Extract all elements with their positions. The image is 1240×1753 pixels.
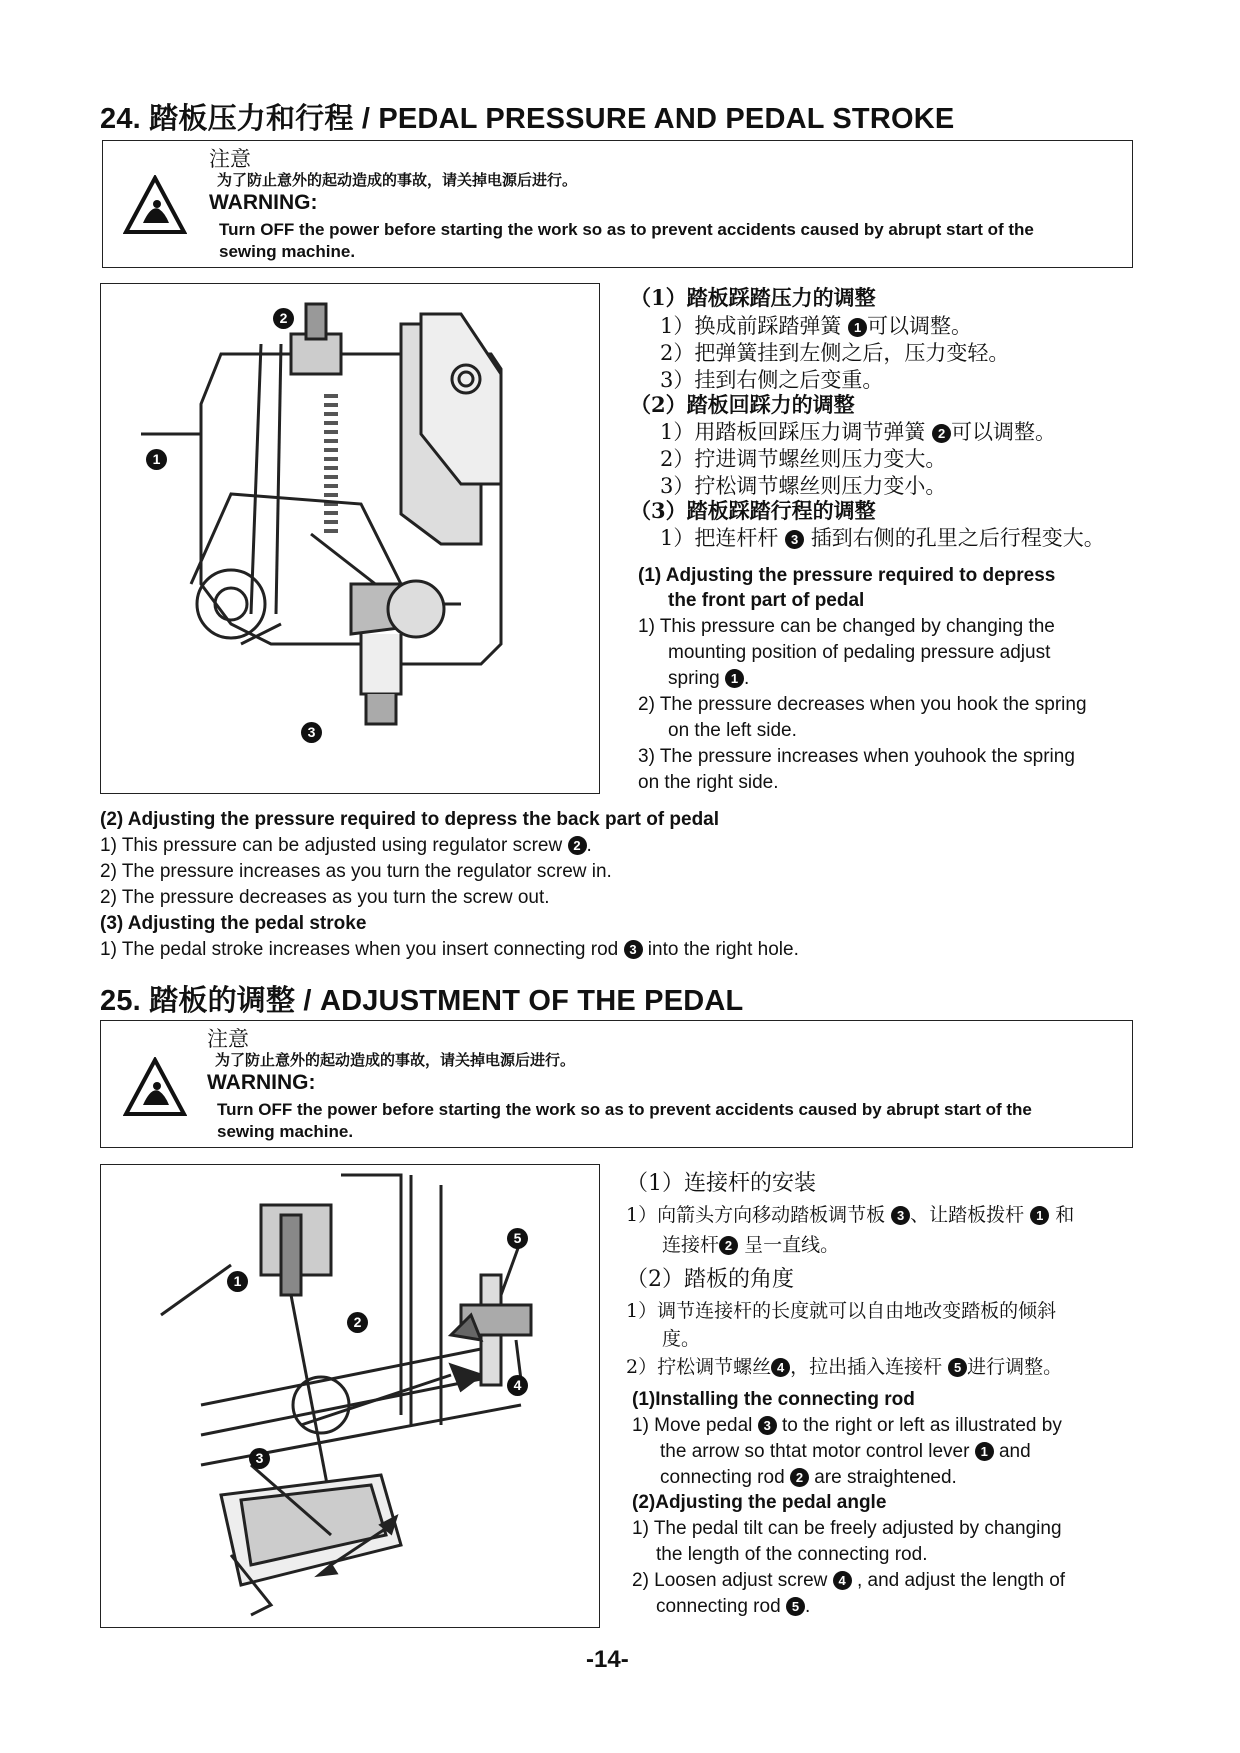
warning-triangle-icon bbox=[123, 1057, 187, 1117]
en-25-p2-1b: the length of the connecting rod. bbox=[656, 1544, 928, 1565]
warning-text-line2: sewing machine. bbox=[219, 242, 356, 261]
warning-text-line1: Turn OFF the power before starting the work so as to prevent accidents caused by abrupt start of the bbox=[219, 220, 1034, 239]
en-24-p1-3a: 3) The pressure increases when youhook the spring bbox=[638, 746, 1075, 767]
zh-25-h2-1-cont: 度。 bbox=[662, 1328, 701, 1350]
en-24-p1-1b: mounting position of pedaling pressure adjust bbox=[668, 642, 1051, 663]
warning-box-25 bbox=[100, 1020, 1133, 1148]
section-25-title: 25. 踏板的调整 / ADJUSTMENT OF THE PEDAL bbox=[100, 985, 744, 1017]
marker-1-label: 1 bbox=[146, 449, 167, 470]
marker-2-label: 2 bbox=[273, 308, 294, 329]
zh-24-h2-3: 3）拧松调节螺丝则压力变小。 bbox=[660, 474, 947, 498]
zh-24-h2-2: 2）拧进调节螺丝则压力变大。 bbox=[660, 447, 947, 471]
pedal-adjustment-figure bbox=[100, 1164, 600, 1628]
en-25-p2-2: 2) Loosen adjust screw 4 , and adjust the length of bbox=[632, 1570, 1066, 1591]
zh-25-h1-1-cont: 连接杆 2 呈一直线。 bbox=[662, 1234, 840, 1256]
warning-title: WARNING: bbox=[207, 1071, 316, 1094]
warning-text-line1: Turn OFF the power before starting the work so as to prevent accidents caused by abrupt start of the bbox=[217, 1100, 1032, 1119]
en-24-p2-1: 1) This pressure can be adjusted using regulator screw 2 . bbox=[100, 835, 592, 856]
en-24-p1-1c: spring 1 . bbox=[668, 668, 750, 689]
en-24-p1-title-2: the front part of pedal bbox=[668, 590, 865, 611]
zh-25-h2-2: 2）拧松调节螺丝 4 ，拉出插入连接杆 5 进行调整。 bbox=[626, 1356, 1063, 1378]
zh-25-h1: （1）连接杆的安装 bbox=[626, 1171, 816, 1196]
pedal-mechanism-illustration bbox=[101, 284, 598, 792]
en-25-p1-1-cont2: connecting rod 2 are straightened. bbox=[660, 1467, 957, 1488]
en-25-p1-1-cont1: the arrow so thtat motor control lever 1 and bbox=[660, 1441, 1031, 1462]
marker-2-label: 2 bbox=[347, 1312, 368, 1333]
zh-24-h1-2: 2）把弹簧挂到左侧之后，压力变轻。 bbox=[660, 341, 1010, 365]
en-25-p2-title: (2)Adjusting the pedal angle bbox=[632, 1492, 887, 1513]
zh-25-h2: （2）踏板的角度 bbox=[626, 1267, 794, 1292]
warning-zh-text: 为了防止意外的起动造成的事故，请关掉电源后进行。 bbox=[215, 1051, 576, 1069]
zh-24-h2: （2）踏板回踩力的调整 bbox=[630, 392, 855, 417]
warning-box-24 bbox=[102, 140, 1133, 268]
warning-triangle-icon bbox=[123, 175, 187, 235]
zh-24-h2-1: 1）用踏板回踩压力调节弹簧 2 可以调整。 bbox=[660, 420, 1057, 444]
en-24-p3-title: (3) Adjusting the pedal stroke bbox=[100, 913, 367, 934]
en-24-p1-2a: 2) The pressure decreases when you hook the spring bbox=[638, 694, 1087, 715]
zh-25-h2-1: 1）调节连接杆的长度就可以自由地改变踏板的倾斜 bbox=[626, 1300, 1057, 1322]
warning-zh-title: 注意 bbox=[207, 1027, 249, 1051]
warning-title: WARNING: bbox=[209, 191, 318, 214]
en-24-p1-3b: on the right side. bbox=[638, 772, 779, 793]
en-24-p1-1a: 1) This pressure can be changed by changing the bbox=[638, 616, 1055, 637]
zh-24-h3: （3）踏板踩踏行程的调整 bbox=[630, 498, 876, 523]
en-24-p2-3: 2) The pressure decreases as you turn the screw out. bbox=[100, 887, 550, 908]
pedal-mechanism-figure bbox=[100, 283, 600, 794]
zh-24-h3-1: 1）把连杆杆 3 插到右侧的孔里之后行程变大。 bbox=[660, 526, 1105, 550]
marker-3-label: 3 bbox=[249, 1448, 270, 1469]
marker-4-label: 4 bbox=[507, 1375, 528, 1396]
en-24-p1-2b: on the left side. bbox=[668, 720, 797, 741]
zh-24-h1: （1）踏板踩踏压力的调整 bbox=[630, 285, 876, 310]
section-24-title: 24. 踏板压力和行程 / PEDAL PRESSURE AND PEDAL STROKE bbox=[100, 103, 955, 135]
zh-25-h1-1: 1）向箭头方向移动踏板调节板 3 、让踏板拨杆 1 和 bbox=[626, 1204, 1075, 1226]
en-24-p3-1: 1) The pedal stroke increases when you insert connecting rod 3 into the right hole. bbox=[100, 939, 799, 960]
zh-24-h1-3: 3）挂到右侧之后变重。 bbox=[660, 368, 884, 392]
en-25-p1-1: 1) Move pedal 3 to the right or left as illustrated by bbox=[632, 1415, 1062, 1436]
en-24-p2-title: (2) Adjusting the pressure required to depress the back part of pedal bbox=[100, 809, 720, 830]
warning-zh-text: 为了防止意外的起动造成的事故，请关掉电源后进行。 bbox=[217, 171, 578, 189]
en-25-p2-1a: 1) The pedal tilt can be freely adjusted by changing bbox=[632, 1518, 1062, 1539]
marker-3-label: 3 bbox=[301, 722, 322, 743]
warning-text-line2: sewing machine. bbox=[217, 1122, 354, 1141]
warning-zh-title: 注意 bbox=[209, 147, 251, 171]
en-25-p1-title: (1)Installing the connecting rod bbox=[632, 1389, 915, 1410]
page-number: -14- bbox=[586, 1646, 629, 1673]
marker-1-label: 1 bbox=[227, 1271, 248, 1292]
en-24-p2-2: 2) The pressure increases as you turn the regulator screw in. bbox=[100, 861, 612, 882]
zh-24-h1-1: 1）换成前踩踏弹簧 1 可以调整。 bbox=[660, 314, 973, 338]
marker-5-label: 5 bbox=[507, 1228, 528, 1249]
en-25-p2-2-cont: connecting rod 5 . bbox=[656, 1596, 811, 1617]
en-24-p1-title-1: (1) Adjusting the pressure required to depress bbox=[638, 565, 1056, 586]
